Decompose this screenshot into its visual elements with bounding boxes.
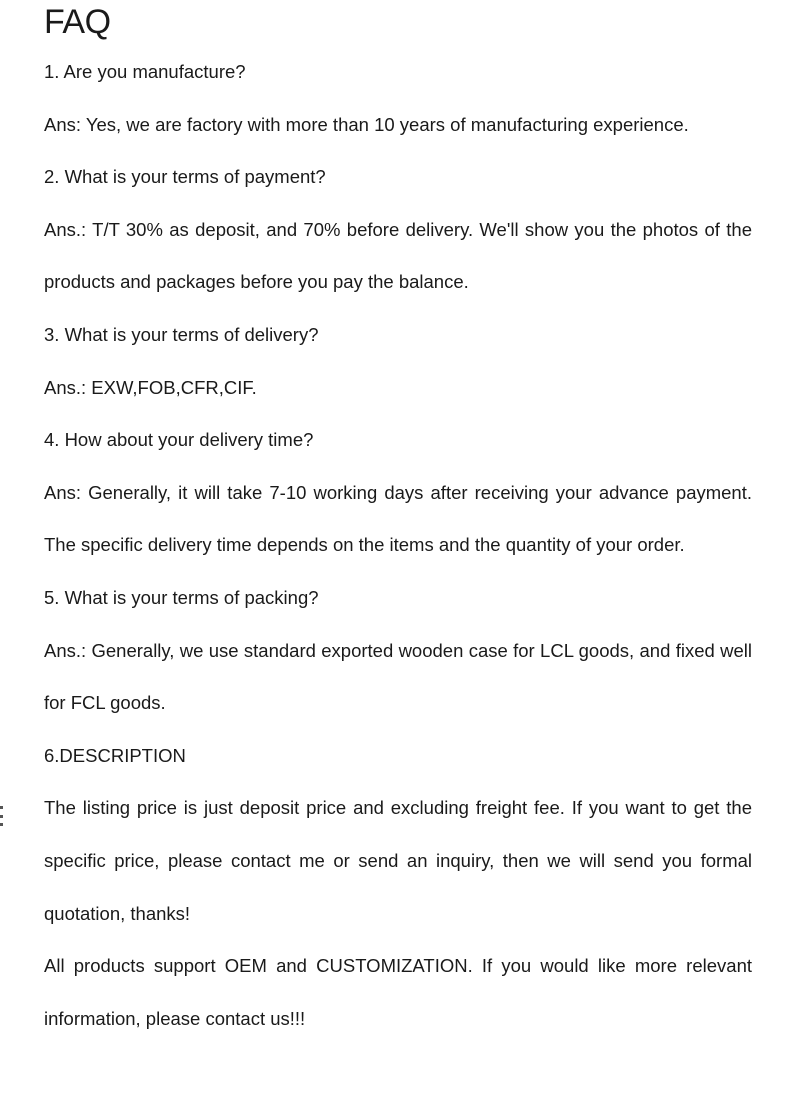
faq-answer-5: Ans.: Generally, we use standard exported wooden case for LCL goods, and fixed well for FCL goods. [44, 639, 752, 714]
faq-answer-3: Ans.: EXW,FOB,CFR,CIF. [44, 376, 257, 398]
faq-document [44, 0, 752, 1045]
faq-question-5: 5. What is your terms of packing? [44, 586, 319, 608]
faq-question-3: 3. What is your terms of delivery? [44, 323, 319, 345]
description-heading: 6.DESCRIPTION [44, 744, 186, 766]
faq-question-4: 4. How about your delivery time? [44, 429, 314, 451]
faq-question-1: 1. Are you manufacture? [44, 61, 246, 82]
page-title: FAQ [44, 3, 111, 41]
faq-answer-4: Ans: Generally, it will take 7-10 working days after receiving your advance payment. The specific delivery time depends on the items and the quantity of your order. [44, 481, 752, 556]
faq-answer-1: Ans: Yes, we are factory with more than 10 years of manufacturing experience. [44, 113, 689, 135]
faq-answer-2: Ans.: T/T 30% as deposit, and 70% before delivery. We'll show you the photos of the products and packages before you pay the balance. [44, 218, 752, 293]
paragraph-marker-icon [0, 806, 4, 826]
faq-question-2: 2. What is your terms of payment? [44, 166, 326, 188]
description-paragraph-2: All products support OEM and CUSTOMIZATION. If you would like more relevant information, please contact us!!! [44, 955, 752, 1029]
description-paragraph-1: The listing price is just deposit price and excluding freight fee. If you want to get the specific price, please contact me or send an inquiry, then we will send you formal quotation, thanks! [44, 797, 752, 924]
